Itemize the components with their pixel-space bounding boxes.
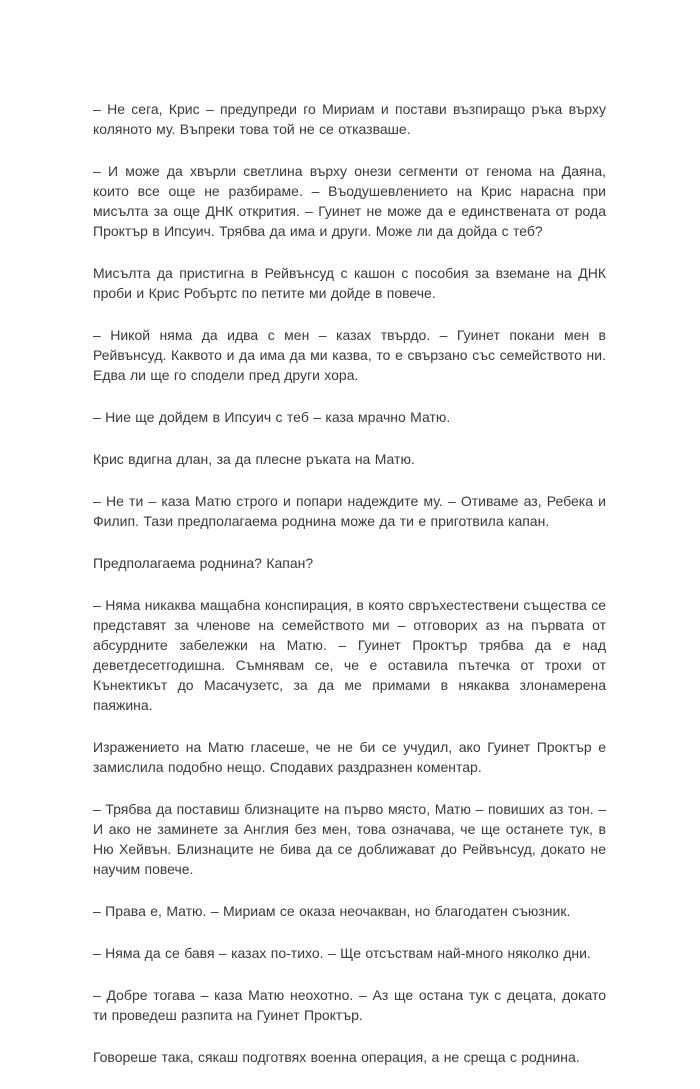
paragraph-15: Говореше така, сякаш подготвях военна операция, а не среща с роднина. — [93, 1049, 580, 1065]
paragraph-10: Изражението на Матю гласеше, че не би се учудил, ако Гуинет Проктър е замислила подобно нещо. Сподавих раздразнен коментар. — [93, 739, 606, 775]
paragraph-4: – Никой няма да идва с мен – казах твърдо. – Гуинет покани мен в Рейвънсуд. Каквото и да има да ми казва, то е свързано със семейството ни. Едва ли ще го сподели пред други хора. — [93, 327, 606, 383]
paragraph-12: – Права е, Матю. – Мириам се оказа неочакван, но благодатен съюзник. — [93, 903, 571, 919]
paragraph-6: Крис вдигна длан, за да плесне ръката на Матю. — [93, 451, 415, 467]
paragraph-3: Мисълта да пристигна в Рейвънсуд с кашон с пособия за вземане на ДНК проби и Крис Робъртс по петите ми дойде в повече. — [93, 265, 606, 301]
paragraph-2: – И може да хвърли светлина върху онези сегменти от генома на Даяна, които все още не разбираме. – Въодушевлението на Крис нарасна при мисълта за още ДНК открития. – Гуинет не може да е единствената от рода Проктър в Ипсуич. Трябва да има и други. Може ли да дойда с теб? — [93, 163, 606, 239]
paragraph-14: – Добре тогава – каза Матю неохотно. – Аз ще остана тук с децата, докато ти проведеш разпита на Гуинет Проктър. — [93, 987, 606, 1023]
paragraph-1: – Не сега, Крис – предупреди го Мириам и постави възпиращо ръка върху коляното му. Въпреки това той не се отказваше. — [93, 101, 606, 137]
paragraph-13: – Няма да се бавя – казах по-тихо. – Ще отсъствам най-много няколко дни. — [93, 945, 591, 961]
paragraph-5: – Ние ще дойдем в Ипсуич с теб – каза мрачно Матю. — [93, 409, 451, 425]
paragraph-7: – Не ти – каза Матю строго и попари надеждите му. – Отиваме аз, Ребека и Филип. Тази предполагаема роднина може да ти е приготвила капан. — [93, 493, 606, 529]
paragraph-9: – Няма никаква мащабна конспирация, в която свръхестествени същества се представят за членове на семейството ми – отговорих аз на първата от абсурдните забележки на Матю. – Гуинет Проктър трябва да е над деветдесетгодишна. Съмнявам се, че е оставила пътечка от трохи от Кънектикът до Масачузетс, за да ме примами в някаква злонамерена паяжина. — [93, 597, 606, 713]
document-body — [93, 99, 606, 1089]
paragraph-8: Предполагаема роднина? Капан? — [93, 555, 314, 571]
paragraph-11: – Трябва да поставиш близнаците на първо място, Матю – повиших аз тон. – И ако не заминете за Англия без мен, това означава, че ще останете тук, в Ню Хейвън. Близнаците не бива да се доближават до Рейвънсуд, докато не научим повече. — [93, 801, 606, 877]
